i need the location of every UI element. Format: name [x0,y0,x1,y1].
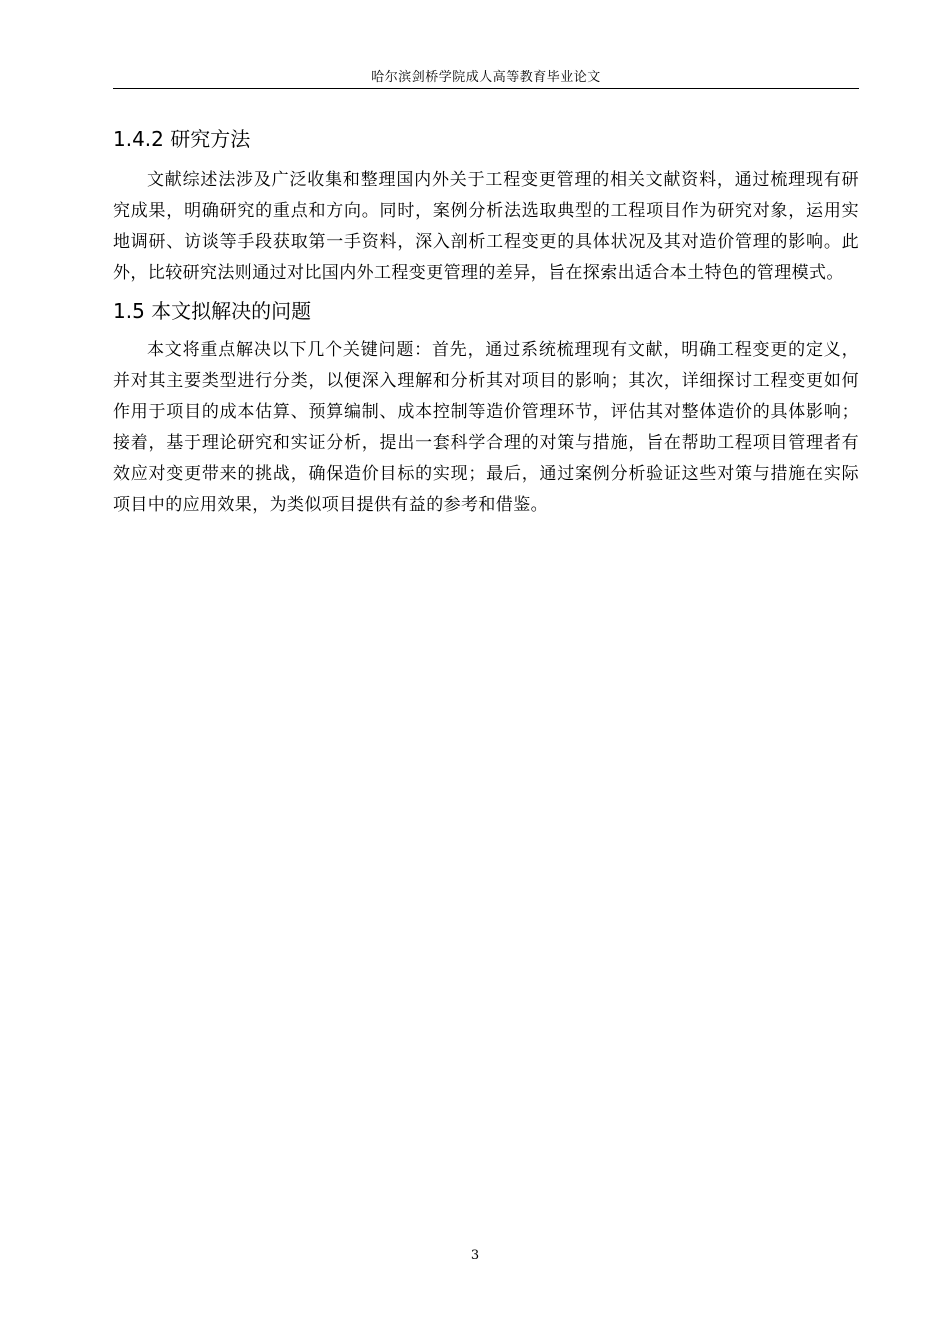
paragraph-problems: 本文将重点解决以下几个关键问题：首先，通过系统梳理现有文献，明确工程变更的定义，并对其主要类型进行分类，以便深入理解和分析其对项目的影响；其次，详细探讨工程变更如何作用于项目的成本估算、预算编制、成本控制等造价管理环节，评估其对整体造价的具体影响；接着，基于理论研究和实证分析，提出一套科学合理的对策与措施，旨在帮助工程项目管理者有效应对变更带来的挑战，确保造价目标的实现；最后，通过案例分析验证这些对策与措施在实际项目中的应用效果，为类似项目提供有益的参考和借鉴。 [113,340,859,515]
section-heading-research-methods: 1.4.2 研究方法 [113,127,251,151]
header-title: 哈尔滨剑桥学院成人高等教育毕业论文 [371,70,601,85]
document-body [113,121,859,521]
section-heading-problems: 1.5 本文拟解决的问题 [113,299,312,323]
page-number: 3 [470,1248,480,1263]
page-header [113,60,859,89]
paragraph-research-methods: 文献综述法涉及广泛收集和整理国内外关于工程变更管理的相关文献资料，通过梳理现有研究成果，明确研究的重点和方向。同时，案例分析法选取典型的工程项目作为研究对象，运用实地调研、访谈等手段获取第一手资料，深入剖析工程变更的具体状况及其对造价管理的影响。此外，比较研究法则通过对比国内外工程变更管理的差异，旨在探索出适合本土特色的管理模式。 [113,170,859,283]
